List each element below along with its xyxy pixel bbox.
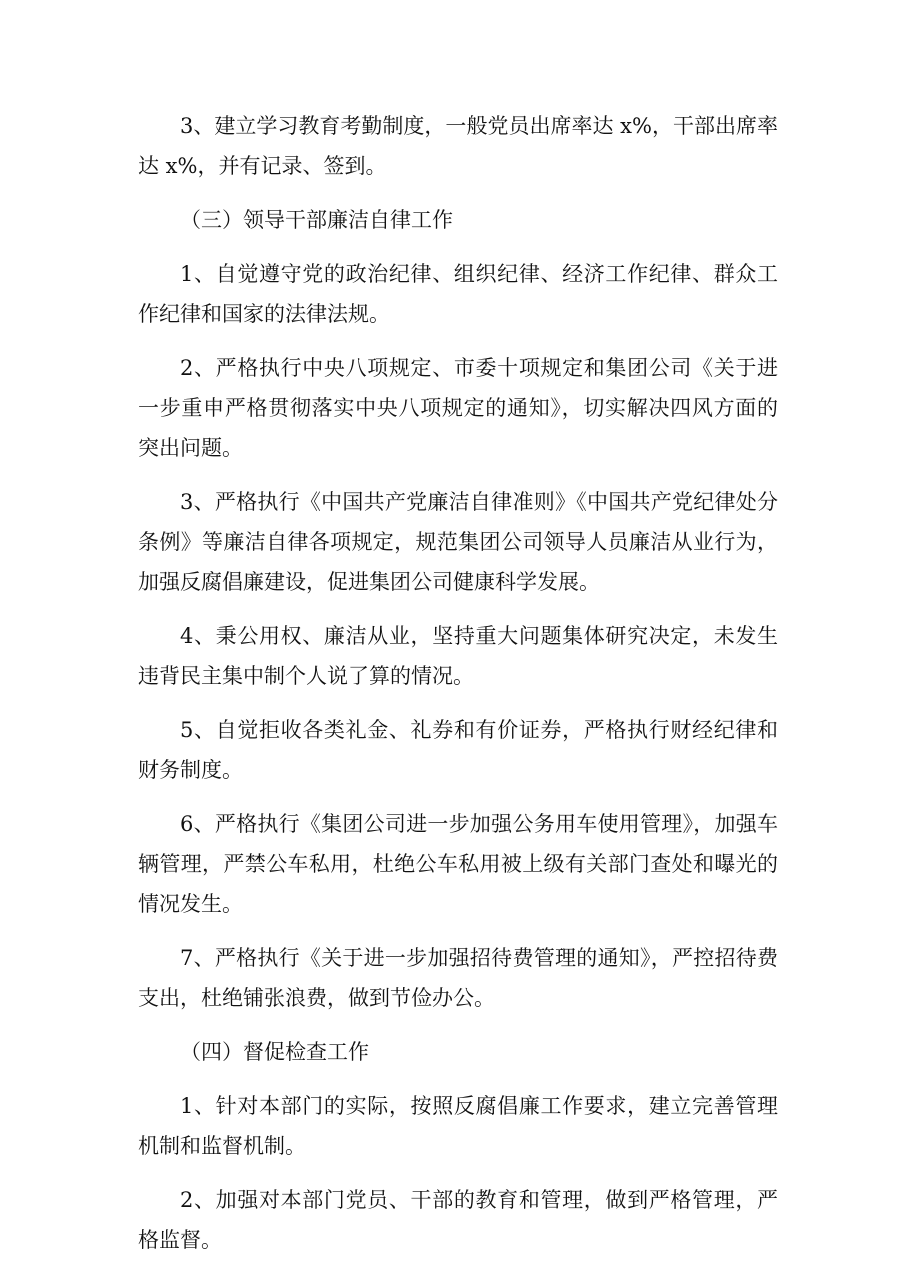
document-body: [138, 106, 778, 1274]
paragraph-attendance-system: 3、建立学习教育考勤制度，一般党员出席率达 x%，干部出席率达 x%，并有记录、签到。: [138, 114, 778, 178]
paragraph-power-use: 4、秉公用权、廉洁从业，坚持重大问题集体研究决定，未发生违背民主集中制个人说了算的情况。: [138, 624, 778, 688]
paragraph-discipline: 1、自觉遵守党的政治纪律、组织纪律、经济工作纪律、群众工作纪律和国家的法律法规。: [138, 262, 778, 326]
section-heading-3: （三）领导干部廉洁自律工作: [180, 208, 453, 232]
paragraph-vehicles: 6、严格执行《集团公司进一步加强公务用车使用管理》，加强车辆管理，严禁公车私用，杜绝公车私用被上级有关部门查处和曝光的情况发生。: [138, 812, 778, 916]
paragraph-hospitality: 7、严格执行《关于进一步加强招待费管理的通知》，严控招待费支出，杜绝铺张浪费，做到节俭办公。: [138, 946, 778, 1010]
paragraph-supervision: 2、加强对本部门党员、干部的教育和管理，做到严格管理，严格监督。: [138, 1188, 778, 1252]
paragraph-eight-rules: 2、严格执行中央八项规定、市委十项规定和集团公司《关于进一步重申严格贯彻落实中央八项规定的通知》，切实解决四风方面的突出问题。: [138, 356, 778, 460]
paragraph-mechanism: 1、针对本部门的实际，按照反腐倡廉工作要求，建立完善管理机制和监督机制。: [138, 1094, 778, 1158]
paragraph-gifts: 5、自觉拒收各类礼金、礼券和有价证券，严格执行财经纪律和财务制度。: [138, 718, 778, 782]
paragraph-integrity-code: 3、严格执行《中国共产党廉洁自律准则》《中国共产党纪律处分条例》等廉洁自律各项规定，规范集团公司领导人员廉洁从业行为，加强反腐倡廉建设，促进集团公司健康科学发展。: [138, 490, 778, 594]
section-heading-4: （四）督促检查工作: [180, 1040, 369, 1064]
